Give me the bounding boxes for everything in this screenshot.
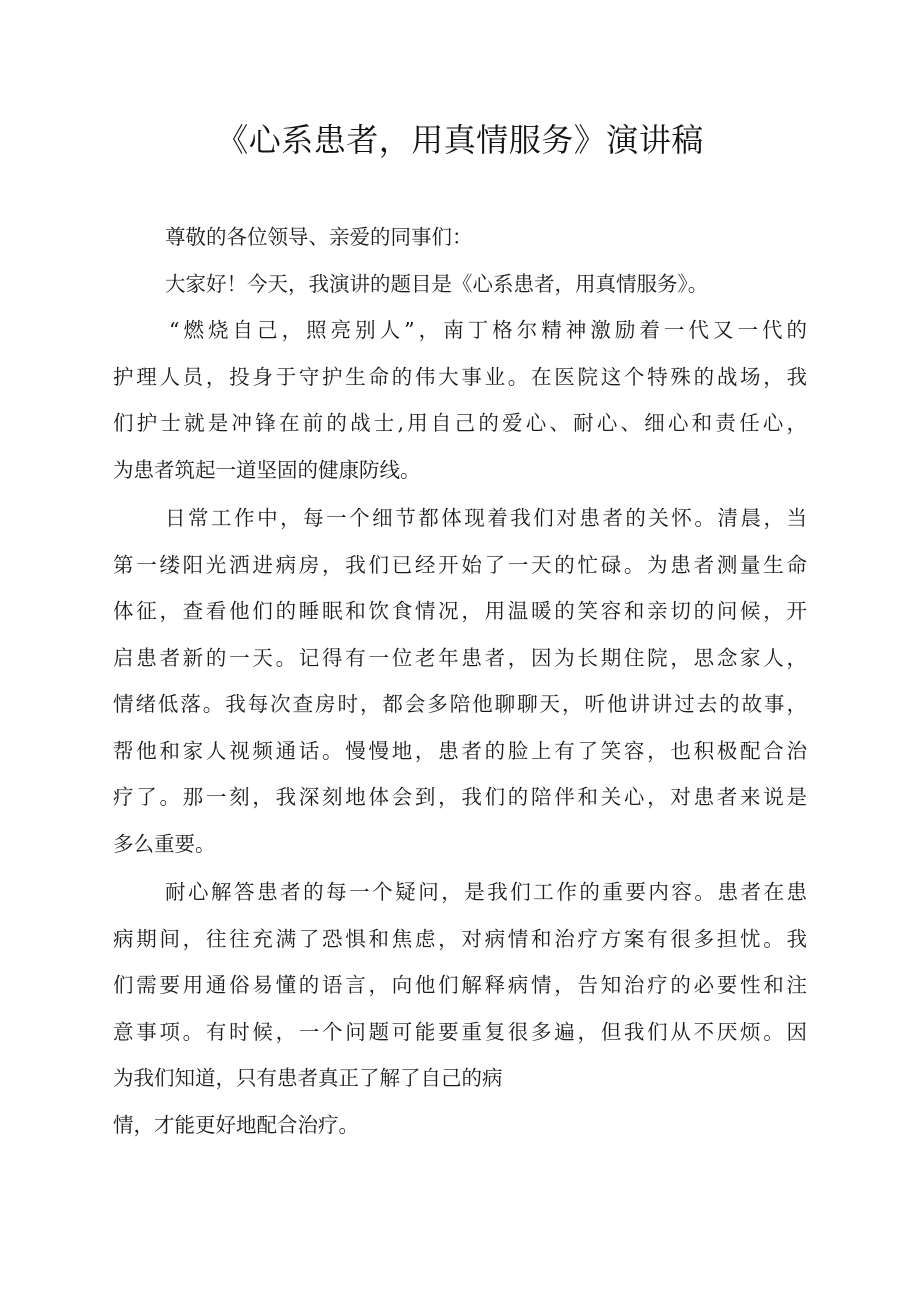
greeting-line: 大家好！今天，我演讲的题目是《心系患者，用真情服务》。 <box>165 271 709 296</box>
paragraph-line: 体征，查看他们的睡眠和饮食情况，用温暖的笑容和亲切的问候，开 <box>113 599 807 623</box>
paragraph-line: 护理人员，投身于守护生命的伟大事业。在医院这个特殊的战场，我 <box>113 364 807 389</box>
paragraph-line: 意事项。有时候，一个问题可能要重复很多遍，但我们从不厌烦。因 <box>113 1019 807 1044</box>
paragraph-line: 第一缕阳光洒进病房，我们已经开始了一天的忙碌。为患者测量生命 <box>113 552 807 577</box>
document-body <box>113 214 807 1148</box>
paragraph-line: “燃烧自己，照亮别人”，南丁格尔精神激励着一代又一代的 <box>169 318 807 342</box>
document-title: 《心系患者，用真情服务》演讲稿 <box>216 121 704 159</box>
paragraph-line: 们护士就是冲锋在前的战士,用自己的爱心、耐心、细心和责任心， <box>113 411 807 435</box>
paragraph-line: 情，才能更好地配合治疗。 <box>113 1112 359 1137</box>
paragraph-line: 病期间，往往充满了恐惧和焦虑，对病情和治疗方案有很多担忧。我 <box>113 926 807 951</box>
paragraph-line: 耐心解答患者的每一个疑问，是我们工作的重要内容。患者在患 <box>165 880 807 904</box>
salutation-line: 尊敬的各位领导、亲爱的同事们： <box>165 225 473 249</box>
paragraph-2 <box>113 495 807 867</box>
paragraph-line: 日常工作中，每一个细节都体现着我们对患者的关怀。清晨，当 <box>165 506 807 530</box>
paragraph-line: 帮他和家人视频通话。慢慢地，患者的脸上有了笑容，也积极配合治 <box>113 738 807 763</box>
paragraph-3 <box>113 869 807 1148</box>
paragraph-line: 多么重要。 <box>113 831 216 856</box>
paragraph-line: 为我们知道，只有患者真正了解了自己的病 <box>113 1066 503 1090</box>
paragraph-line: 启患者新的一天。记得有一位老年患者，因为长期住院，思念家人， <box>113 645 807 670</box>
paragraph-line: 为患者筑起一道坚固的健康防线。 <box>113 457 421 482</box>
paragraph-line: 们需要用通俗易懂的语言，向他们解释病情，告知治疗的必要性和注 <box>113 973 807 997</box>
paragraph-line: 疗了。那一刻，我深刻地体会到，我们的陪伴和关心，对患者来说是 <box>113 785 807 809</box>
paragraph-line: 情绪低落。我每次查房时，都会多陪他聊聊天，听他讲讲过去的故事， <box>113 692 807 716</box>
paragraph-1 <box>113 307 807 493</box>
